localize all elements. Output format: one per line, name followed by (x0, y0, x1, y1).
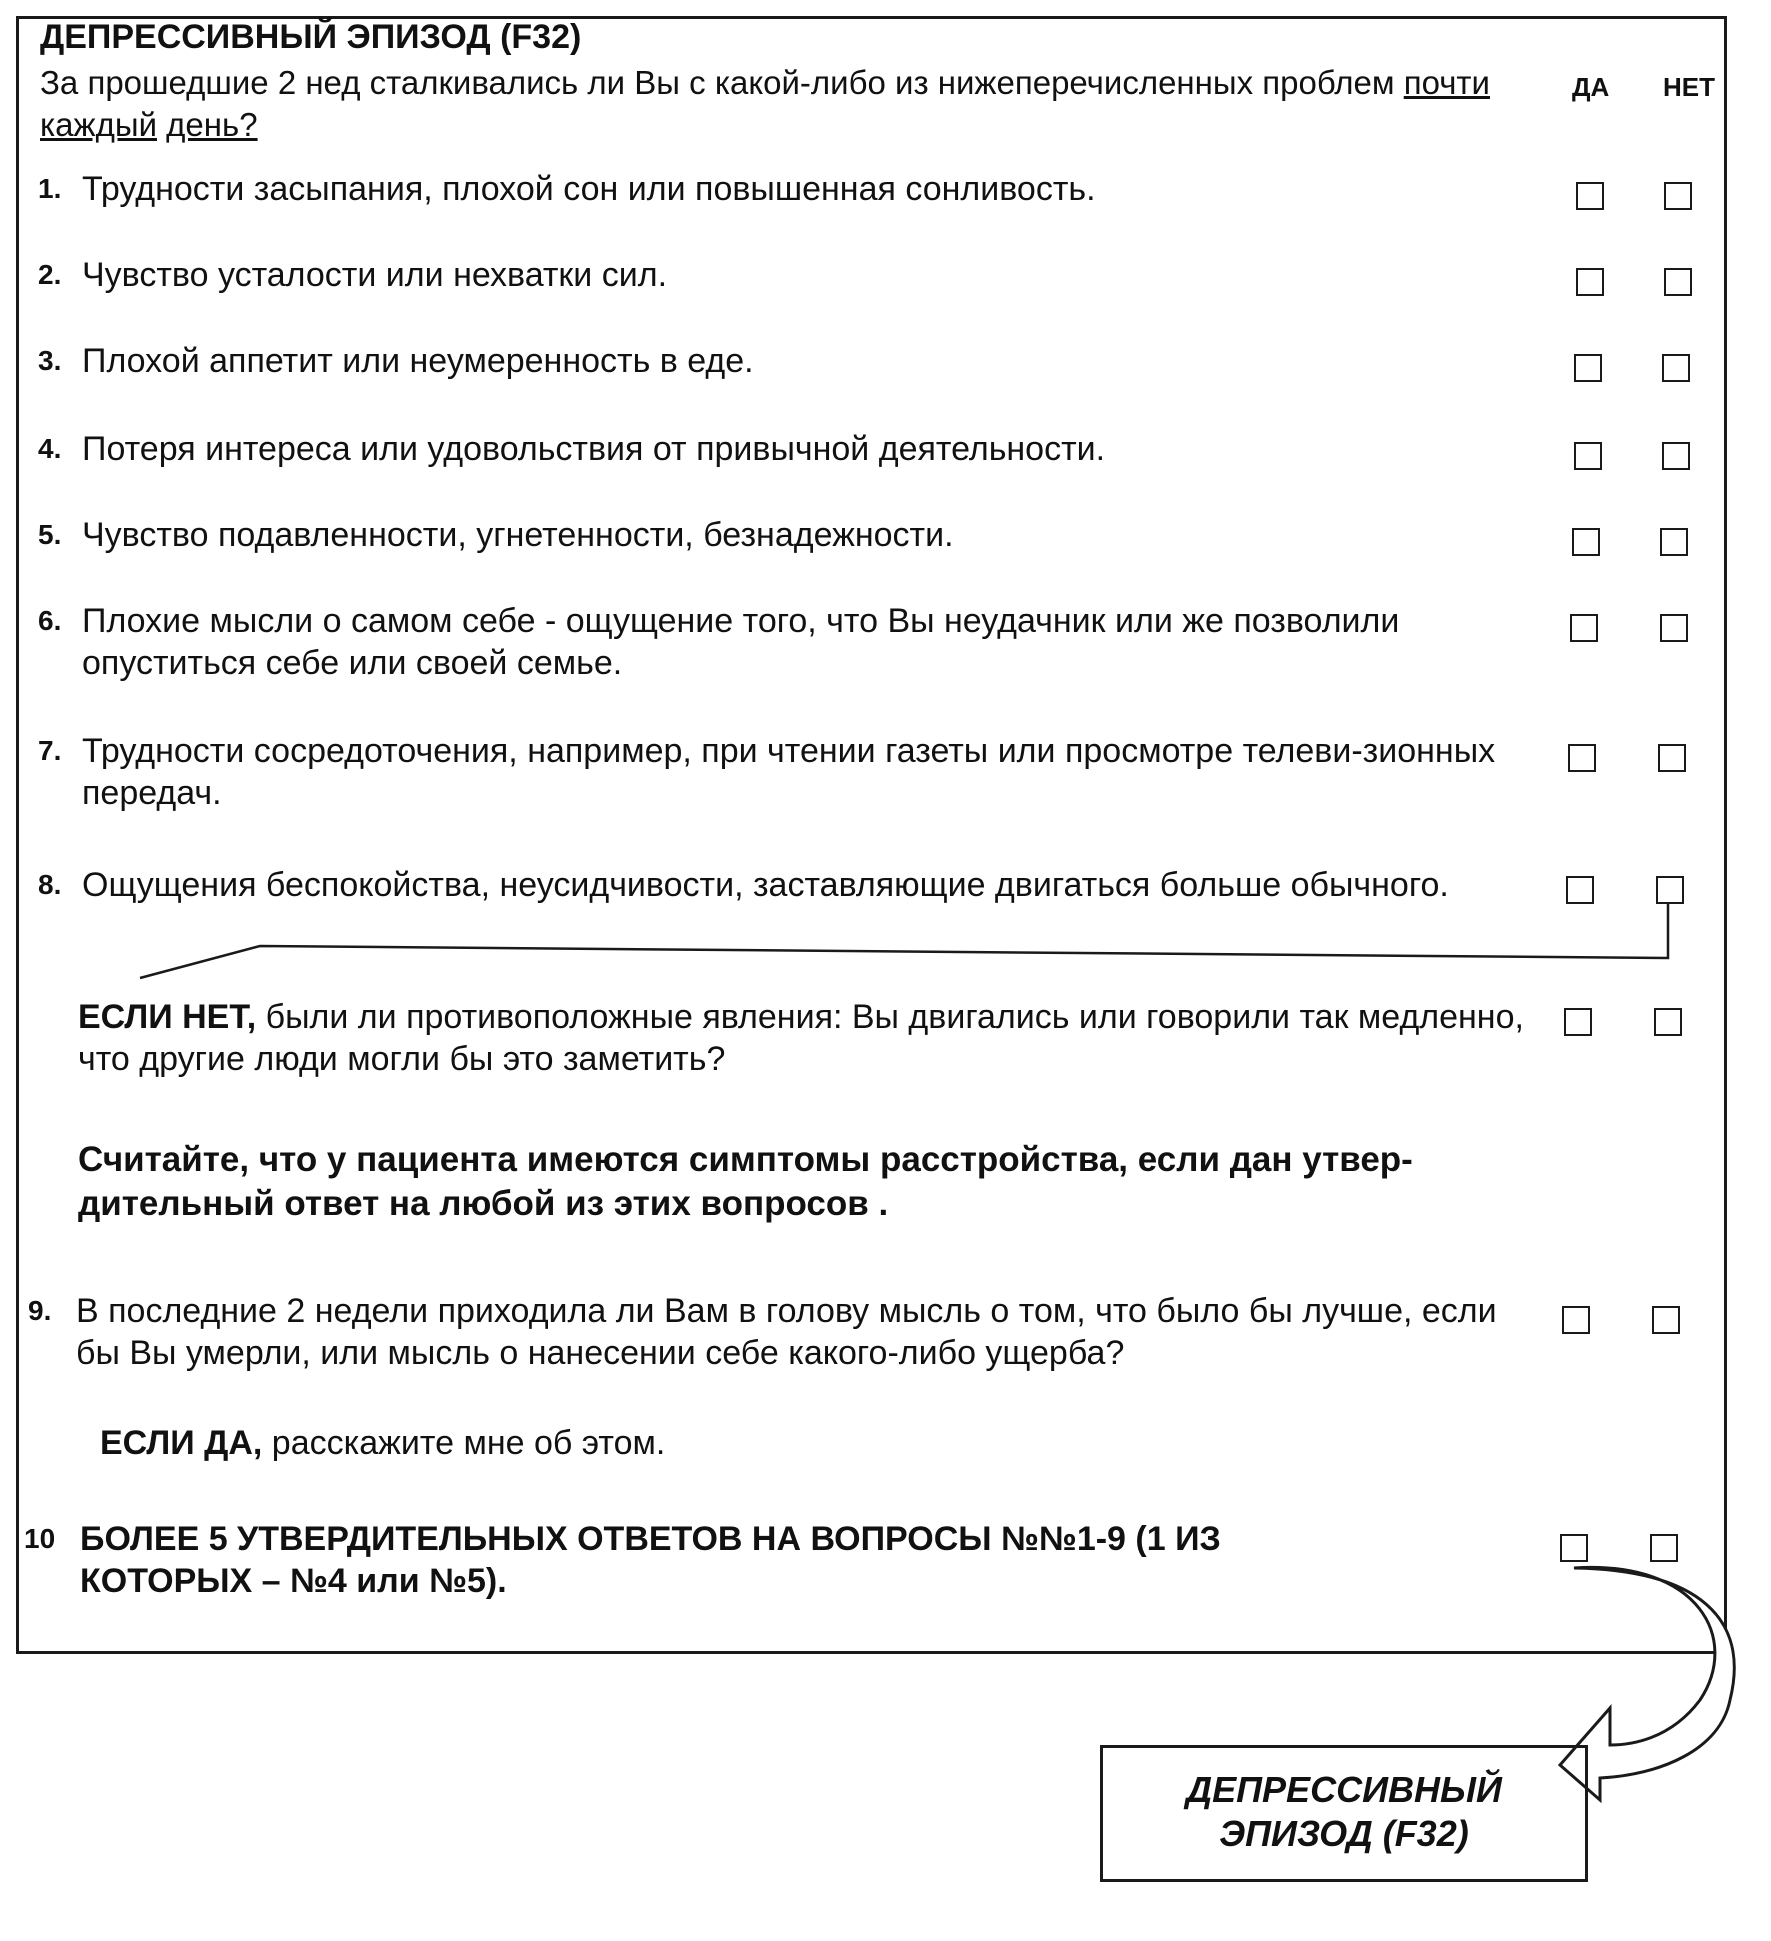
question-text: Плохие мысли о самом себе - ощущение того, что Вы неудачник или же позволили опуститься себе или своей семье. (82, 602, 1400, 682)
column-header-yes: ДА (1572, 72, 1610, 102)
if-yes-text: расскажите мне об этом. (262, 1424, 666, 1462)
question-text: Чувство усталости или нехватки сил. (82, 256, 668, 294)
question-text: В последние 2 недели приходила ли Вам в голову мысль о том, что было бы лучше, если бы Вы умерли, или мысль о нанесении себе какого-либо ущерба? (76, 1292, 1497, 1372)
question-text: Ощущения беспокойства, неусидчивости, заставляющие двигаться больше обычного. (82, 866, 1449, 904)
question-number: 3. (38, 345, 62, 376)
result-line-2: ЭПИЗОД (F32) (1219, 1813, 1469, 1854)
question-text: Чувство подавленности, угнетенности, безнадежности. (82, 516, 954, 554)
if-no-text: были ли противоположные явления: Вы двигались или говорили так медленно, что другие люди могли бы это заметить? (78, 998, 1524, 1078)
scoring-instruction: Считайте, что у пациента имеются симптомы расстройства, если дан утвер-дительный ответ на любой из этих вопросов . (78, 1140, 1413, 1223)
question-text: Трудности сосредоточения, например, при чтении газеты или просмотре телеви-зионных передач. (82, 732, 1496, 812)
question-text: Трудности засыпания, плохой сон или повышенная сонливость. (82, 170, 1096, 208)
if-yes-lead: ЕСЛИ ДА, (100, 1424, 263, 1462)
intro-question: За прошедшие 2 нед сталкивались ли Вы с какой-либо из нижеперечисленных проблем почти каждый день? (40, 64, 1490, 143)
question-number: 10 (24, 1523, 56, 1554)
result-box (1100, 1745, 1588, 1882)
question-text: Потеря интереса или удовольствия от привычной деятельности. (82, 430, 1106, 468)
if-no-connector-line (140, 904, 1668, 978)
question-text: БОЛЕЕ 5 УТВЕРДИТЕЛЬНЫХ ОТВЕТОВ НА ВОПРОСЫ №№1-9 (1 ИЗ КОТОРЫХ – №4 или №5). (80, 1520, 1221, 1600)
question-number: 1. (38, 173, 62, 204)
result-line-1: ДЕПРЕССИВНЫЙ (1186, 1769, 1502, 1810)
question-number: 8. (38, 869, 62, 900)
column-header-no: НЕТ (1663, 72, 1715, 102)
question-number: 2. (38, 259, 62, 290)
question-text: Плохой аппетит или неумеренность в еде. (82, 342, 754, 380)
question-number: 5. (38, 519, 62, 550)
question-number: 7. (38, 735, 62, 766)
question-number: 9. (28, 1295, 52, 1326)
question-number: 6. (38, 605, 62, 636)
form-title: ДЕПРЕССИВНЫЙ ЭПИЗОД (F32) (40, 18, 582, 56)
if-no-lead: ЕСЛИ НЕТ, (78, 998, 257, 1036)
question-number: 4. (38, 433, 62, 464)
